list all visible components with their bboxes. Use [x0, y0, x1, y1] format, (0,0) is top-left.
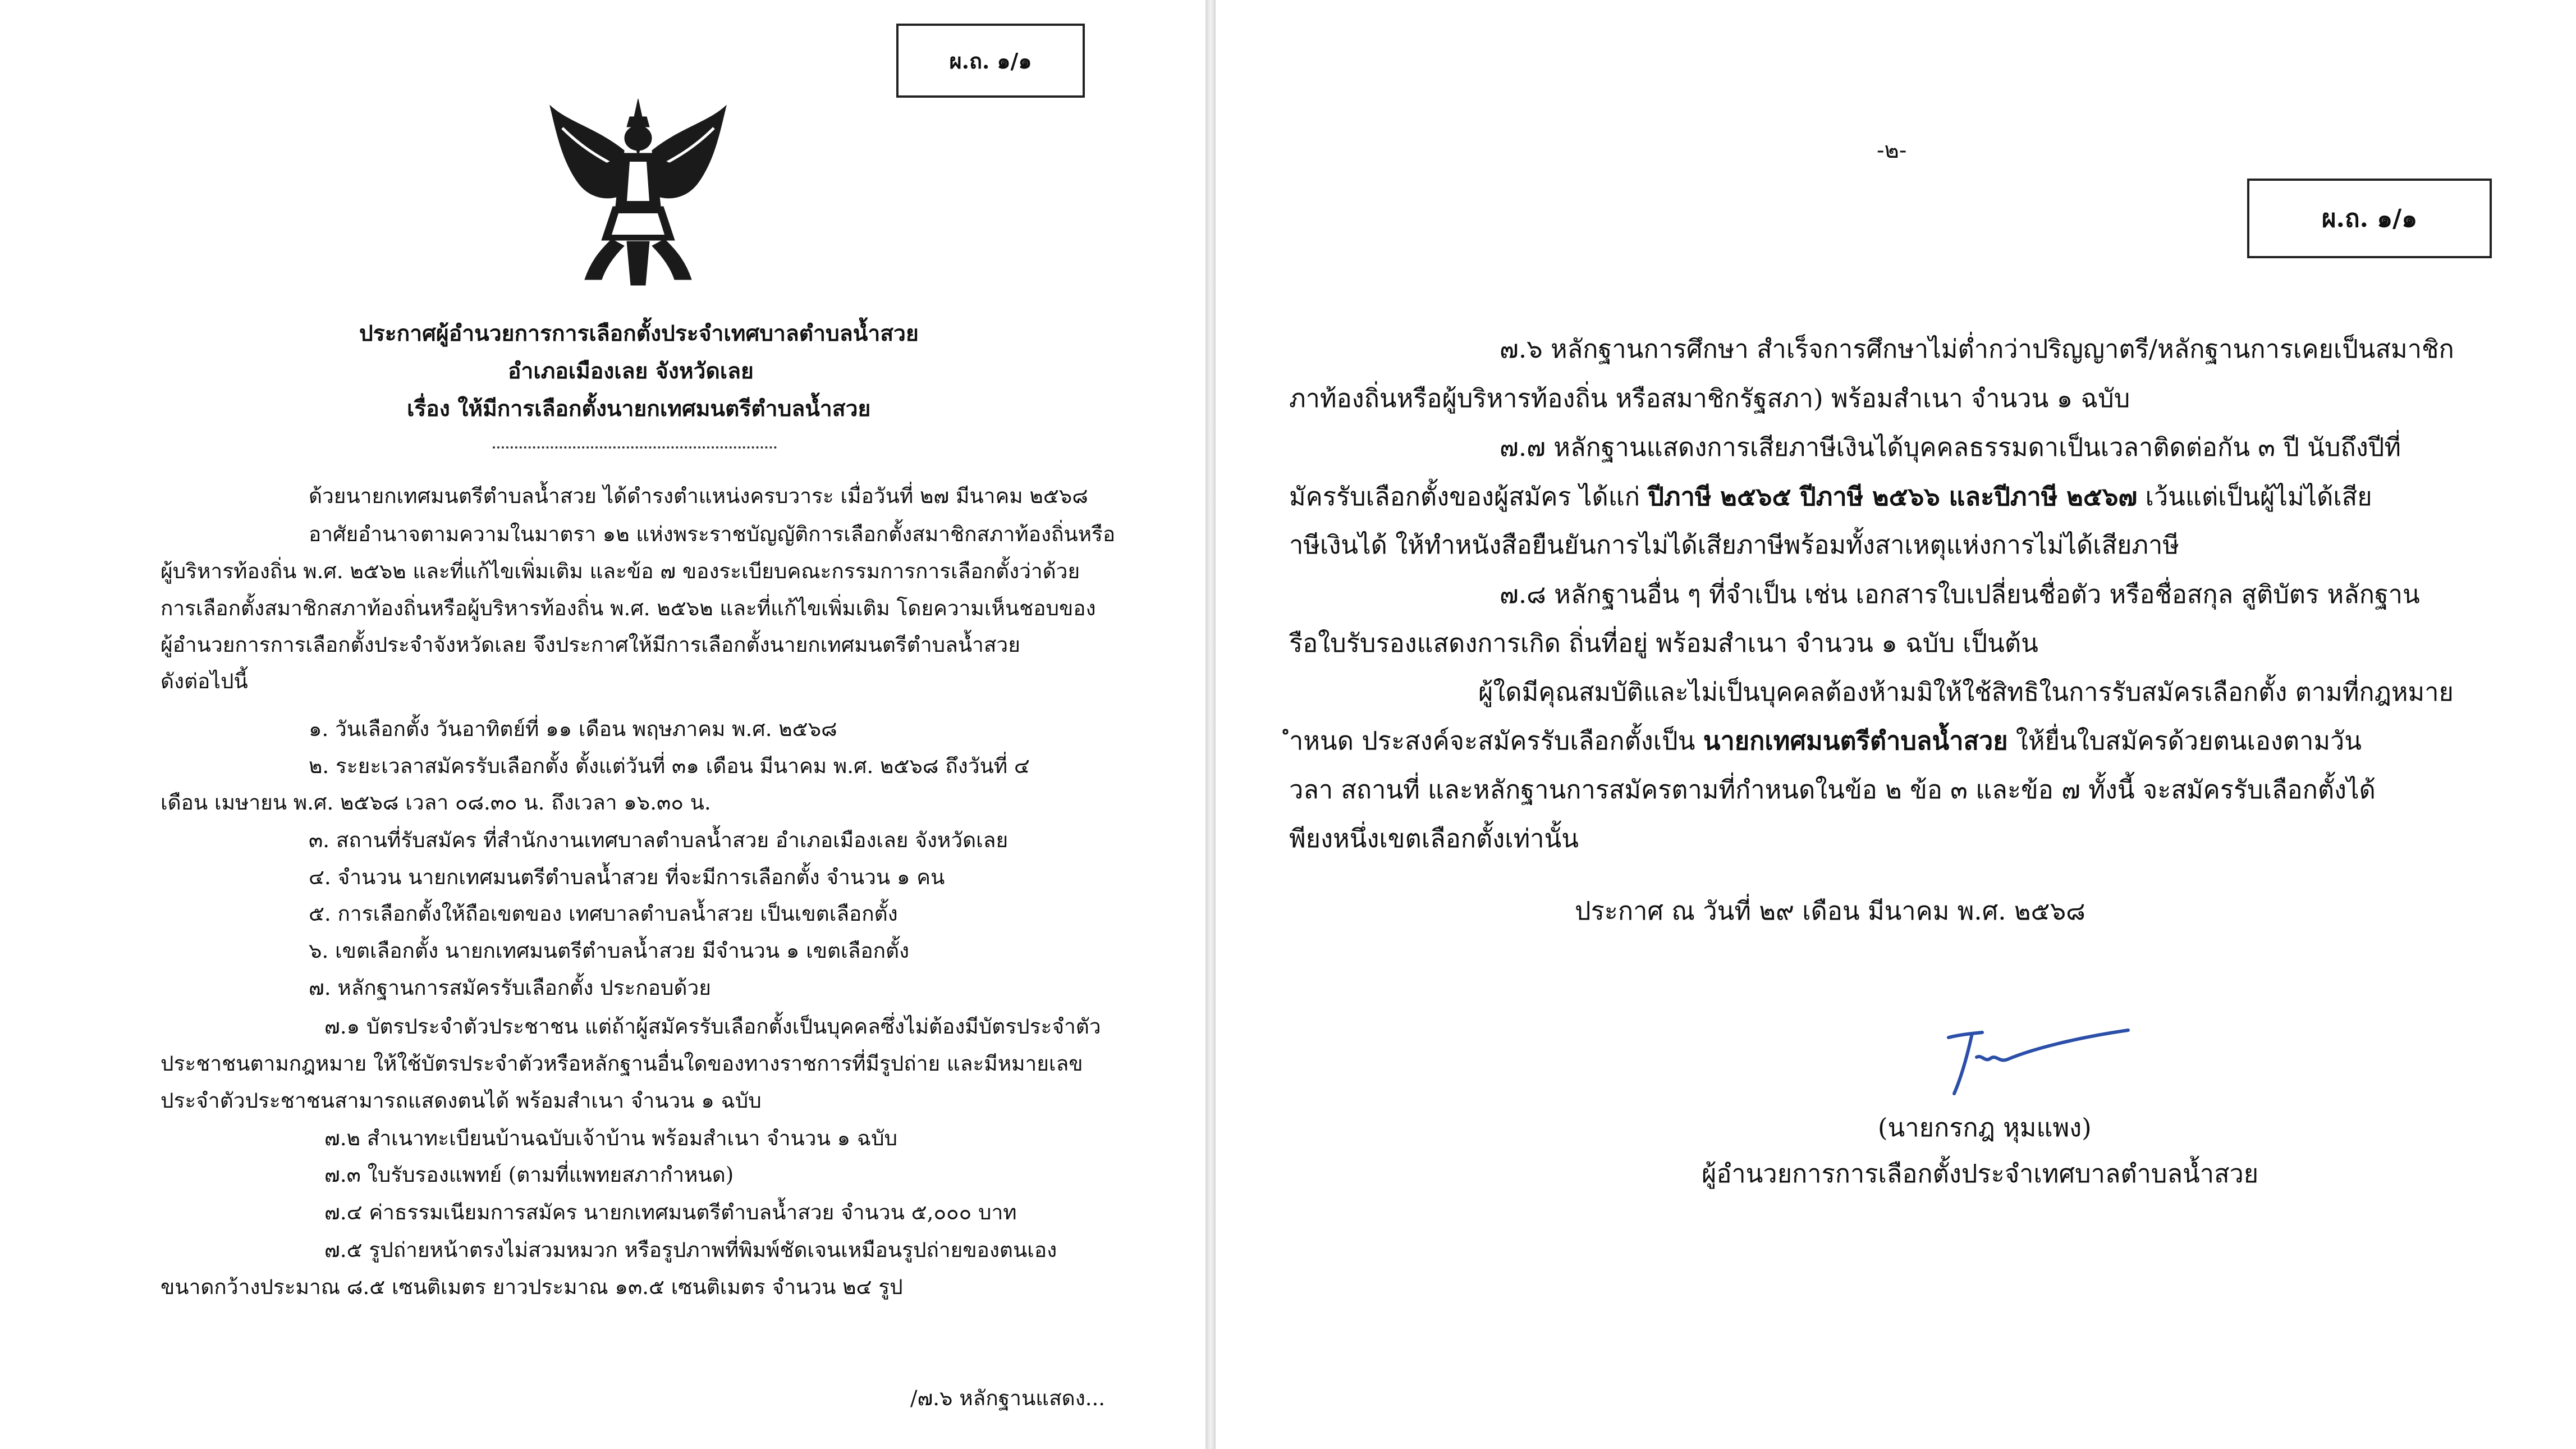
announcement-title-line-1: ประกาศผู้อำนวยการการเลือกตั้งประจำเทศบาลตำบลน้ำสวย: [359, 321, 919, 346]
list-item: ๑. วันเลือกตั้ง วันอาทิตย์ที่ ๑๑ เดือน พฤษภาคม พ.ศ. ๒๕๖๘: [309, 717, 837, 741]
sub-list-item: ๗.๕ รูปถ่ายหน้าตรงไม่สวมหมวก หรือรูปภาพที่พิมพ์ชัดเจนเหมือนรูปถ่ายของตนเอง: [324, 1238, 1057, 1262]
body-line: [1289, 725, 2362, 757]
tax-years: ปีภาษี ๒๕๖๕ ปีภาษี ๒๕๖๖ และปีภาษี ๒๕๖๗: [1648, 482, 2138, 511]
body-line: ๗.๗ หลักฐานแสดงการเสียภาษีเงินได้บุคคลธรรมดาเป็นเวลาติดต่อกัน ๓ ปี นับถึงปีที่: [1500, 432, 2401, 462]
body-line: ๗.๖ หลักฐานการศึกษา สำเร็จการศึกษาไม่ต่ำกว่าปริญญาตรี/หลักฐานการเคยเป็นสมาชิก: [1500, 334, 2454, 364]
list-item: เดือน เมษายน พ.ศ. ๒๕๖๘ เวลา ๐๘.๓๐ น. ถึงเวลา ๑๖.๓๐ น.: [161, 790, 711, 815]
announce-date: ประกาศ ณ วันที่ ๒๙ เดือน มีนาคม พ.ศ. ๒๕๖๘: [1575, 896, 2085, 926]
list-item: ๕. การเลือกตั้งให้ถือเขตของ เทศบาลตำบลน้ำสวย เป็นเขตเลือกตั้ง: [309, 902, 898, 926]
form-code-box: [2247, 179, 2492, 258]
list-item: ๖. เขตเลือกตั้ง นายกเทศมนตรีตำบลน้ำสวย มีจำนวน ๑ เขตเลือกตั้ง: [309, 939, 910, 963]
body-text: มัครรับเลือกตั้งของผู้สมัคร ได้แก่: [1289, 482, 1648, 511]
sub-list-item: ขนาดกว้างประมาณ ๘.๕ เซนติเมตร ยาวประมาณ ๑๓.๕ เซนติเมตร จำนวน ๒๔ รูป: [161, 1275, 903, 1299]
list-item: ๗. หลักฐานการสมัครรับเลือกตั้ง ประกอบด้วย: [309, 976, 711, 1000]
page-number: -๒-: [1877, 138, 1907, 163]
document-page-2: [1216, 0, 2576, 1449]
body-line: ผู้ใดมีคุณสมบัติและไม่เป็นบุคคลต้องห้ามมิให้ใช้สิทธิในการรับสมัครเลือกตั้ง ตามที่กฎหมาย: [1478, 677, 2454, 707]
garuda-emblem-icon: [546, 94, 731, 290]
signature-icon: [1937, 1023, 2139, 1108]
body-line: อาศัยอำนาจตามความในมาตรา ๑๒ แห่งพระราชบัญญัติการเลือกตั้งสมาชิกสภาท้องถิ่นหรือ: [309, 522, 1116, 546]
body-line: ด้วยนายกเทศมนตรีตำบลน้ำสวย ได้ดำรงตำแหน่งครบวาระ เมื่อวันที่ ๒๗ มีนาคม ๒๕๖๘: [309, 484, 1088, 508]
form-code: ผ.ถ. ๑/๑: [949, 48, 1032, 74]
form-code: ผ.ถ. ๑/๑: [2321, 204, 2418, 233]
body-line: ผู้บริหารท้องถิ่น พ.ศ. ๒๕๖๒ และที่แก้ไขเพิ่มเติม และข้อ ๗ ของระเบียบคณะกรรมการการเลือกตั้งว่าด้วย: [161, 559, 1080, 583]
body-text: ำหนด ประสงค์จะสมัครรับเลือกตั้งเป็น: [1289, 726, 1703, 756]
form-code-box: [896, 24, 1085, 98]
body-text: เว้นแต่เป็นผู้ไม่ได้เสีย: [2137, 482, 2372, 511]
body-line: ภาท้องถิ่นหรือผู้บริหารท้องถิ่น หรือสมาชิกรัฐสภา) พร้อมสำเนา จำนวน ๑ ฉบับ: [1289, 383, 2130, 413]
continuation-note: /๗.๖ หลักฐานแสดง...: [910, 1386, 1106, 1410]
signer-name: (นายกรกฎ หุมแพง): [1878, 1113, 2092, 1142]
sub-list-item: ประชาชนตามกฎหมาย ให้ใช้บัตรประจำตัวหรือหลักฐานอื่นใดของทางราชการที่มีรูปถ่าย และมีหมายเลข: [161, 1052, 1083, 1076]
body-line: ผู้อำนวยการการเลือกตั้งประจำจังหวัดเลย จึงประกาศให้มีการเลือกตั้งนายกเทศมนตรีตำบลน้ำสวย: [161, 633, 1020, 657]
body-line: วลา สถานที่ และหลักฐานการสมัครตามที่กำหนดในข้อ ๒ ข้อ ๓ และข้อ ๗ ทั้งนี้ จะสมัครรับเลือกตั้งได้: [1289, 775, 2376, 805]
body-text: ให้ยื่นใบสมัครด้วยตนเองตามวัน: [2007, 726, 2362, 756]
announcement-title-line-2: อำเภอเมืองเลย จังหวัดเลย: [508, 358, 754, 384]
announcement-subject: เรื่อง ให้มีการเลือกตั้งนายกเทศมนตรีตำบลน้ำสวย: [407, 396, 871, 422]
sub-list-item: ๗.๓ ใบรับรองแพทย์ (ตามที่แพทยสภากำหนด): [324, 1163, 734, 1187]
signer-title: ผู้อำนวยการการเลือกตั้งประจำเทศบาลตำบลน้ำสวย: [1702, 1159, 2259, 1189]
page-gutter: [1206, 0, 1216, 1449]
list-item: ๔. จำนวน นายกเทศมนตรีตำบลน้ำสวย ที่จะมีการเลือกตั้ง จำนวน ๑ คน: [309, 865, 945, 889]
list-item: ๒. ระยะเวลาสมัครรับเลือกตั้ง ตั้งแต่วันที่ ๓๑ เดือน มีนาคม พ.ศ. ๒๕๖๘ ถึงวันที่ ๔: [309, 754, 1030, 778]
position-name: นายกเทศมนตรีตำบลน้ำสวย: [1703, 726, 2008, 756]
body-line: การเลือกตั้งสมาชิกสภาท้องถิ่นหรือผู้บริหารท้องถิ่น พ.ศ. ๒๕๖๒ และที่แก้ไขเพิ่มเติม โดยความเห็นชอบของ: [161, 596, 1096, 620]
document-page-1: [0, 0, 1206, 1449]
sub-list-item: ๗.๑ บัตรประจำตัวประชาชน แต่ถ้าผู้สมัครรับเลือกตั้งเป็นบุคคลซึ่งไม่ต้องมีบัตรประจำตัว: [324, 1014, 1101, 1039]
sub-list-item: ประจำตัวประชาชนสามารถแสดงตนได้ พร้อมสำเนา จำนวน ๑ ฉบับ: [161, 1089, 762, 1113]
sub-list-item: ๗.๒ สำเนาทะเบียนบ้านฉบับเจ้าบ้าน พร้อมสำเนา จำนวน ๑ ฉบับ: [324, 1126, 898, 1150]
sub-list-item: ๗.๔ ค่าธรรมเนียมการสมัคร นายกเทศมนตรีตำบลน้ำสวย จำนวน ๕,๐๐๐ บาท: [324, 1200, 1017, 1224]
body-line: รือใบรับรองแสดงการเกิด ถิ่นที่อยู่ พร้อมสำเนา จำนวน ๑ ฉบับ เป็นต้น: [1289, 628, 2038, 658]
title-divider: [493, 446, 777, 449]
body-line: พียงหนึ่งเขตเลือกตั้งเท่านั้น: [1289, 824, 1579, 853]
body-line: ดังต่อไปนี้: [161, 669, 248, 693]
list-item: ๓. สถานที่รับสมัคร ที่สำนักงานเทศบาลตำบลน้ำสวย อำเภอเมืองเลย จังหวัดเลย: [309, 828, 1009, 852]
body-line: าษีเงินได้ ให้ทำหนังสือยืนยันการไม่ได้เสียภาษีพร้อมทั้งสาเหตุแห่งการไม่ได้เสียภาษี: [1289, 530, 2180, 560]
body-line: ๗.๘ หลักฐานอื่น ๆ ที่จำเป็น เช่น เอกสารใบเปลี่ยนชื่อตัว หรือชื่อสกุล สูติบัตร หลักฐาน: [1500, 579, 2420, 609]
body-line: [1289, 481, 2372, 513]
